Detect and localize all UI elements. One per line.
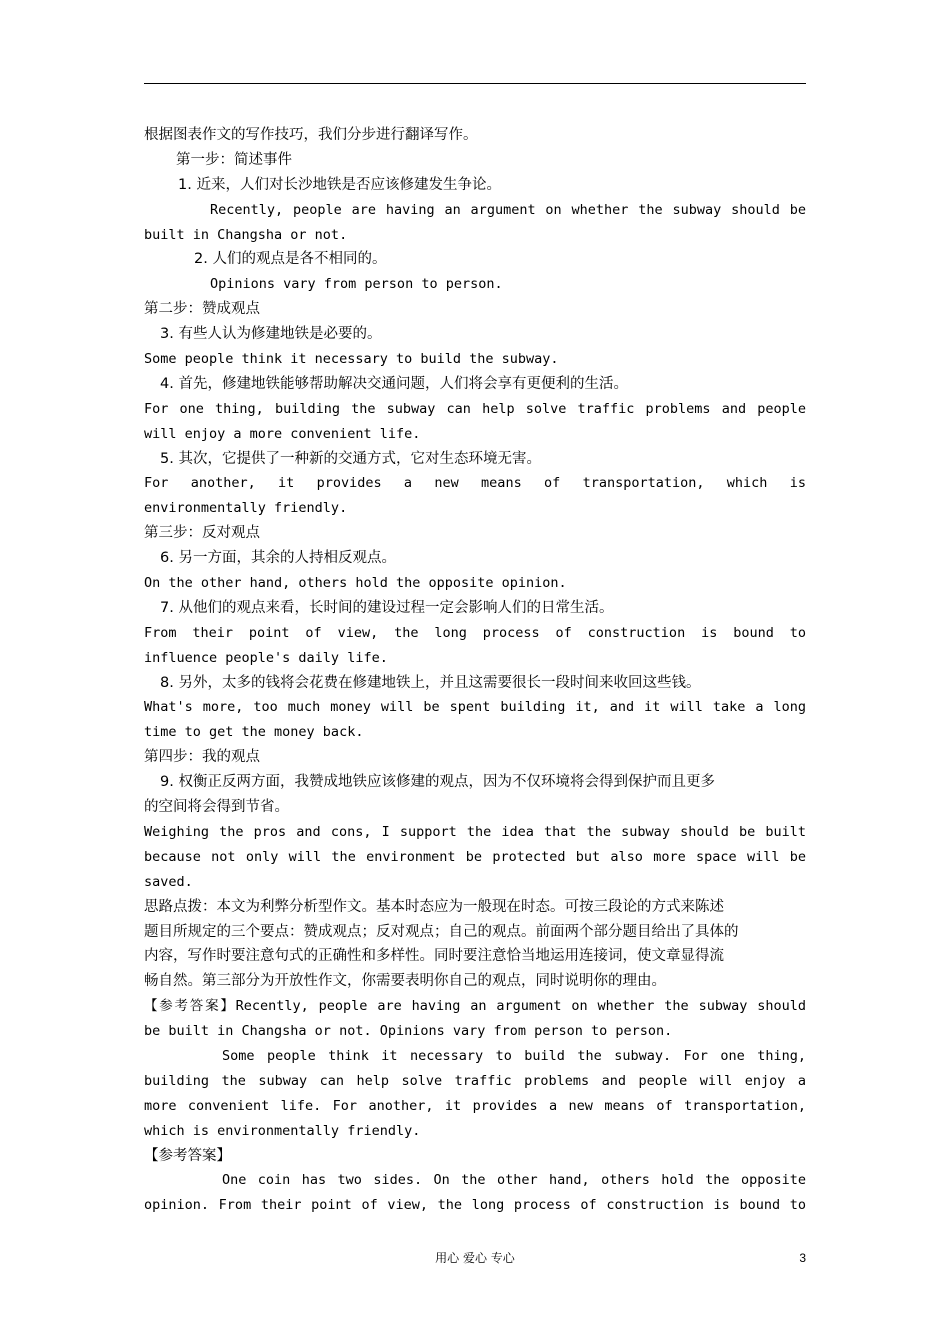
intro-line: 根据图表作文的写作技巧，我们分步进行翻译写作。 bbox=[144, 127, 478, 143]
answer-line: building the subway can help solve traffic problems and people will enjoy a bbox=[144, 1072, 806, 1089]
page-body bbox=[144, 123, 806, 1218]
step-heading: 第四步：我的观点 bbox=[144, 749, 260, 766]
item-1-zh: 1. 近来，人们对长沙地铁是否应该修建发生争论。 bbox=[178, 176, 501, 193]
answer-line: Some people think it necessary to build the subway. For one thing, bbox=[222, 1047, 806, 1064]
answer-line: opinion. From their point of view, the long process of construction is bound to bbox=[144, 1197, 806, 1214]
step-heading: 第一步：简述事件 bbox=[176, 151, 292, 168]
item-6-zh: 6. 另一方面，其余的人持相反观点。 bbox=[160, 550, 396, 567]
analysis-line: 畅自然。第三部分为开放性作文，你需要表明你自己的观点，同时说明你的理由。 bbox=[144, 973, 666, 990]
item-9-zh-cont: 的空间将会得到节省。 bbox=[144, 799, 289, 816]
item-5-en: For another, it provides a new means of transportation, which is bbox=[144, 475, 806, 492]
item-4-en-cont: will enjoy a more convenient life. bbox=[144, 425, 421, 442]
step-heading: 第二步：赞成观点 bbox=[144, 301, 260, 318]
item-8-en-cont: time to get the money back. bbox=[144, 724, 364, 741]
item-3-zh: 3. 有些人认为修建地铁是必要的。 bbox=[160, 326, 382, 343]
item-9-en-end: saved. bbox=[144, 873, 193, 890]
analysis-line: 思路点拨：本文为利弊分析型作文。基本时态应为一般现在时态。可按三段论的方式来陈述 bbox=[144, 898, 724, 915]
answer-line: 【参考答案】Recently, people are having an argument on whether the subway should bbox=[144, 998, 806, 1015]
item-5-en-cont: environmentally friendly. bbox=[144, 500, 348, 517]
item-7-en-cont: influence people's daily life. bbox=[144, 649, 388, 666]
footer-motto: 用心 爱心 专心 bbox=[435, 1251, 515, 1265]
step-heading: 第三步：反对观点 bbox=[144, 525, 260, 542]
item-9-en-cont: because not only will the environment be protected but also more space will be bbox=[144, 848, 806, 865]
analysis-line: 内容，写作时要注意句式的正确性和多样性。同时要注意恰当地运用连接词，使文章显得流 bbox=[144, 948, 724, 965]
item-4-zh: 4. 首先，修建地铁能够帮助解决交通问题，人们将会享有更便利的生活。 bbox=[160, 375, 628, 392]
answer-line: be built in Changsha or not. Opinions vary from person to person. bbox=[144, 1023, 673, 1040]
page-footer bbox=[0, 1248, 950, 1268]
item-1-en-cont: built in Changsha or not. bbox=[144, 226, 348, 243]
item-7-en: From their point of view, the long process of construction is bound to bbox=[144, 624, 806, 641]
item-6-en: On the other hand, others hold the opposite opinion. bbox=[144, 575, 567, 592]
answer-line: One coin has two sides. On the other hand, others hold the opposite bbox=[222, 1172, 806, 1189]
answer-line: which is environmentally friendly. bbox=[144, 1122, 421, 1139]
item-8-zh: 8. 另外，太多的钱将会花费在修建地铁上，并且这需要很长一段时间来收回这些钱。 bbox=[160, 674, 701, 691]
item-9-en: Weighing the pros and cons, I support the idea that the subway should be built bbox=[144, 823, 806, 840]
item-2-en: Opinions vary from person to person. bbox=[210, 276, 503, 293]
item-7-zh: 7. 从他们的观点来看，长时间的建设过程一定会影响人们的日常生活。 bbox=[160, 599, 614, 616]
item-9-zh: 9. 权衡正反两方面，我赞成地铁应该修建的观点，因为不仅环境将会得到保护而且更多 bbox=[160, 774, 715, 791]
page-number: 3 bbox=[799, 1251, 806, 1265]
item-4-en: For one thing, building the subway can help solve traffic problems and people bbox=[144, 400, 806, 417]
item-3-en: Some people think it necessary to build the subway. bbox=[144, 351, 559, 368]
answer-line: more convenient life. For another, it provides a new means of transportation, bbox=[144, 1097, 806, 1114]
item-1-en: Recently, people are having an argument on whether the subway should be bbox=[210, 201, 806, 218]
item-2-zh: 2. 人们的观点是各不相同的。 bbox=[194, 251, 387, 268]
item-8-en: What's more, too much money will be spent building it, and it will take a long bbox=[144, 699, 806, 716]
header-rule bbox=[144, 83, 806, 84]
answer-heading: 【参考答案】 bbox=[144, 1147, 231, 1164]
analysis-line: 题目所规定的三个要点：赞成观点；反对观点；自己的观点。前面两个部分题目给出了具体的 bbox=[144, 923, 739, 940]
item-5-zh: 5. 其次，它提供了一种新的交通方式，它对生态环境无害。 bbox=[160, 450, 541, 467]
